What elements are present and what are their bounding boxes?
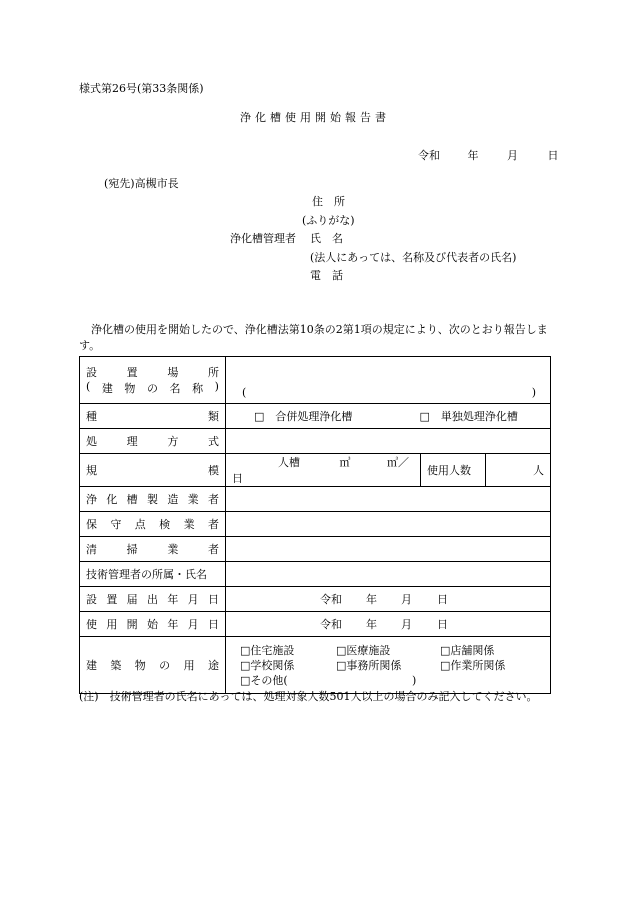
row-scale: [80, 454, 551, 487]
row-usage: [80, 637, 551, 694]
usage-school[interactable]: □学校関係: [240, 658, 295, 672]
location-label-line1: 設 置 場 所: [86, 366, 219, 379]
method-input[interactable]: [226, 429, 551, 454]
tech-manager-input[interactable]: [226, 562, 551, 587]
row-method: [80, 429, 551, 454]
row-cleaner: [80, 537, 551, 562]
location-paren-close: ): [531, 386, 536, 399]
install-date-label: 設 置 届 出 年 月 日: [86, 593, 219, 606]
row-location: [80, 357, 551, 404]
usage-housing[interactable]: □住宅施設: [240, 643, 295, 657]
type-option-combined[interactable]: □ 合併処理浄化槽: [254, 410, 353, 423]
row-type: [80, 404, 551, 429]
usage-other[interactable]: □その他(: [240, 673, 288, 687]
document-title: 浄化槽使用開始報告書: [240, 111, 390, 124]
scale-label: 規 模: [86, 464, 219, 477]
usage-workshop[interactable]: □作業所関係: [440, 658, 506, 672]
applicant-block: [230, 193, 516, 286]
date-year: 年: [467, 149, 479, 162]
date-era: 令和: [418, 149, 440, 162]
addressee: (宛先)高槻市長: [104, 177, 179, 190]
inspector-input[interactable]: [226, 512, 551, 537]
report-table: [79, 356, 551, 694]
method-label: 処 理 方 式: [86, 435, 219, 448]
address-label: 住 所: [312, 195, 345, 208]
corp-note: (法人にあっては、名称及び代表者の氏名): [310, 250, 517, 264]
row-tech-manager: [80, 562, 551, 587]
install-date-input[interactable]: 令和 年 月 日: [226, 587, 551, 612]
row-install-date: [80, 587, 551, 612]
manufacturer-label: 浄 化 槽 製 造 業 者: [86, 493, 219, 506]
type-option-single[interactable]: □ 単独処理浄化槽: [419, 410, 518, 423]
date-day: 日: [547, 149, 559, 162]
report-date: [418, 147, 559, 163]
cleaner-input[interactable]: [226, 537, 551, 562]
cleaner-label: 清 掃 業 者: [86, 543, 219, 556]
type-label: 種 類: [86, 410, 219, 423]
location-input[interactable]: [226, 357, 551, 404]
phone-label: 電 話: [310, 269, 343, 282]
applicant-role: 浄化槽管理者: [230, 232, 296, 245]
scale-unit-persons: 人槽: [278, 456, 300, 469]
form-number: 様式第26号(第33条関係): [79, 82, 204, 95]
location-paren-open: (: [242, 386, 247, 399]
location-label-line2: ( 建 物 の 名 称 ): [86, 380, 219, 395]
usage-office[interactable]: □事務所関係: [336, 658, 402, 672]
users-label: 使用人数: [421, 454, 486, 487]
users-unit: 人: [533, 464, 544, 477]
usage-store[interactable]: □店舗関係: [440, 643, 495, 657]
body-text: 浄化槽の使用を開始したので、浄化槽法第10条の2第1項の規定により、次のとおり報告します。: [79, 323, 548, 352]
usage-label: 建 築 物 の 用 途: [86, 659, 219, 672]
row-manufacturer: [80, 487, 551, 512]
date-month: 月: [507, 149, 518, 162]
start-date-input[interactable]: 令和 年 月 日: [226, 612, 551, 637]
row-start-date: [80, 612, 551, 637]
usage-other-close: ): [412, 673, 417, 687]
usage-medical[interactable]: □医療施設: [336, 643, 391, 657]
tech-manager-label: 技術管理者の所属・氏名: [80, 562, 226, 587]
start-date-label: 使 用 開 始 年 月 日: [86, 618, 219, 631]
scale-unit-m3-day: ㎥／日: [232, 456, 409, 485]
scale-unit-m3: ㎥: [339, 456, 351, 469]
footnote: (注) 技術管理者の氏名にあっては、処理対象人数501人以上の場合のみ記入してください。: [79, 690, 538, 703]
row-inspector: [80, 512, 551, 537]
name-label: 氏 名: [310, 232, 343, 245]
inspector-label: 保 守 点 検 業 者: [86, 518, 219, 531]
furigana-label: (ふりがな): [302, 213, 355, 227]
manufacturer-input[interactable]: [226, 487, 551, 512]
